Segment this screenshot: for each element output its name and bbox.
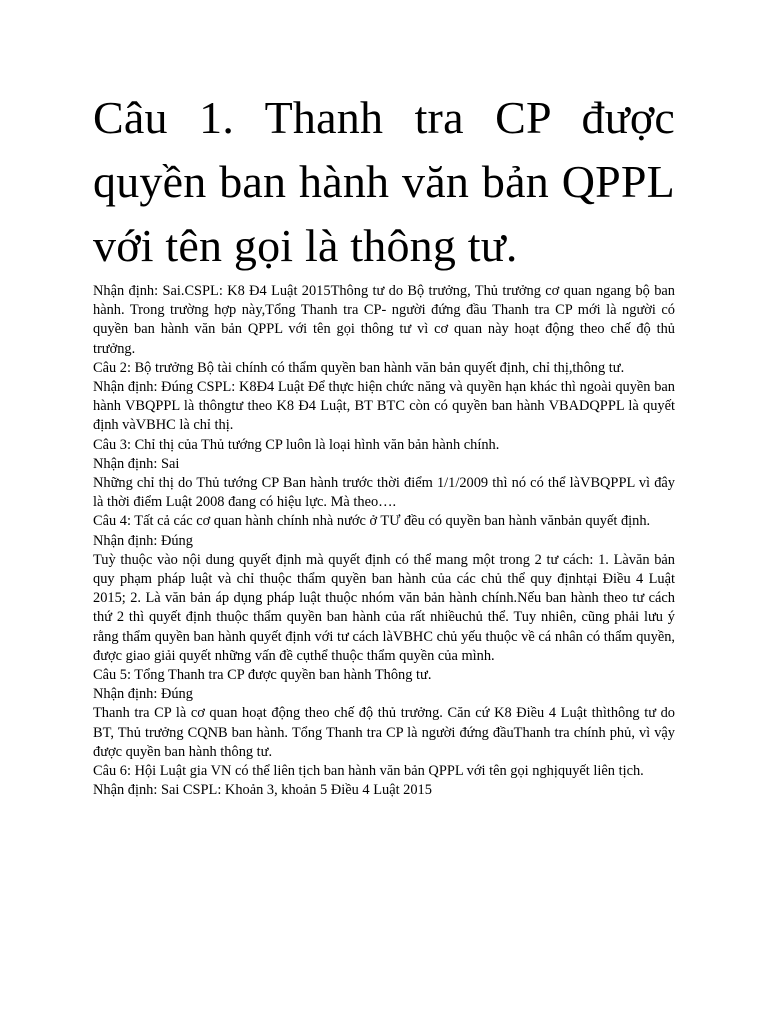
paragraph-question-6: Câu 6: Hội Luật gia VN có thể liên tịch ban hành văn bản QPPL với tên gọi nghịquyết liên tịch. [93, 763, 644, 780]
document-body [93, 282, 675, 800]
paragraph-explanation-4: Tuỳ thuộc vào nội dung quyết định mà quyết định có thể mang một trong 2 tư cách: 1. Làvăn bản quy phạm pháp luật và chỉ thuộc thẩm quyền ban hành của các chủ thể quy địnhtại Điều 4 Luật 2015; 2. Là văn bản áp dụng pháp luật thuộc nhóm văn bản hành chính.Nếu ban hành theo tư cách thứ 2 thì quyết định thuộc thẩm quyền ban hành của rất nhiềuchủ thể. Tuy nhiên, cũng phải lưu ý rằng thẩm quyền ban hành quyết định với tư cách làVBHC chủ yếu thuộc về cá nhân có thẩm quyền, được giao giải quyết những vấn đề cụthể thuộc thẩm quyền của mình. [93, 551, 675, 664]
paragraph-verdict-3: Nhận định: Sai [93, 455, 180, 472]
paragraph-answer-2: Nhận định: Đúng CSPL: K8Đ4 Luật Để thực hiện chức năng và quyền hạn khác thì ngoài quyền ban hành VBQPPL là thôngtư theo K8 Đ4 Luật, BT BTC còn có quyền ban hành VBADQPPL là quyết định vàVBHC là chỉ thị. [93, 379, 675, 434]
paragraph-verdict-4: Nhận định: Đúng [93, 532, 193, 549]
paragraph-question-5: Câu 5: Tổng Thanh tra CP được quyền ban hành Thông tư. [93, 667, 432, 684]
paragraph-question-3: Câu 3: Chỉ thị của Thủ tướng CP luôn là loại hình văn bản hành chính. [93, 436, 500, 453]
paragraph-answer-1: Nhận định: Sai.CSPL: K8 Đ4 Luật 2015Thông tư do Bộ trưởng, Thủ trưởng cơ quan ngang bộ ban hành. Trong trường hợp này,Tổng Thanh tra CP- người đứng đầu Thanh tra CP mới là người có quyền ban hành văn bản QPPL với tên gọi thông tư vì cơ quan này hoạt động theo chế độ thủ trưởng. [93, 283, 675, 357]
paragraph-explanation-5: Thanh tra CP là cơ quan hoạt động theo chế độ thủ trưởng. Căn cứ K8 Điều 4 Luật thìthông tư do BT, Thủ trưởng CQNB ban hành. Tổng Thanh tra CP là người đứng đầuThanh tra chính phủ, vì vậy được quyền ban hành thông tư. [93, 705, 675, 760]
paragraph-question-2: Câu 2: Bộ trưởng Bộ tài chính có thẩm quyền ban hành văn bản quyết định, chỉ thị,thông tư. [93, 359, 625, 376]
paragraph-verdict-6: Nhận định: Sai CSPL: Khoản 3, khoản 5 Điều 4 Luật 2015 [93, 782, 432, 799]
paragraph-question-4: Câu 4: Tất cả các cơ quan hành chính nhà nước ở TƯ đều có quyền ban hành vănbản quyết định. [93, 513, 651, 530]
paragraph-explanation-3: Những chỉ thị do Thủ tướng CP Ban hành trước thời điểm 1/1/2009 thì nó có thể làVBQPPL vì đây là thời điểm Luật 2008 đang có hiệu lực. Mà theo…. [93, 475, 675, 511]
paragraph-verdict-5: Nhận định: Đúng [93, 686, 193, 703]
question-title: Câu 1. Thanh tra CP được quyền ban hành văn bản QPPL với tên gọi là thông tư. [93, 92, 675, 271]
